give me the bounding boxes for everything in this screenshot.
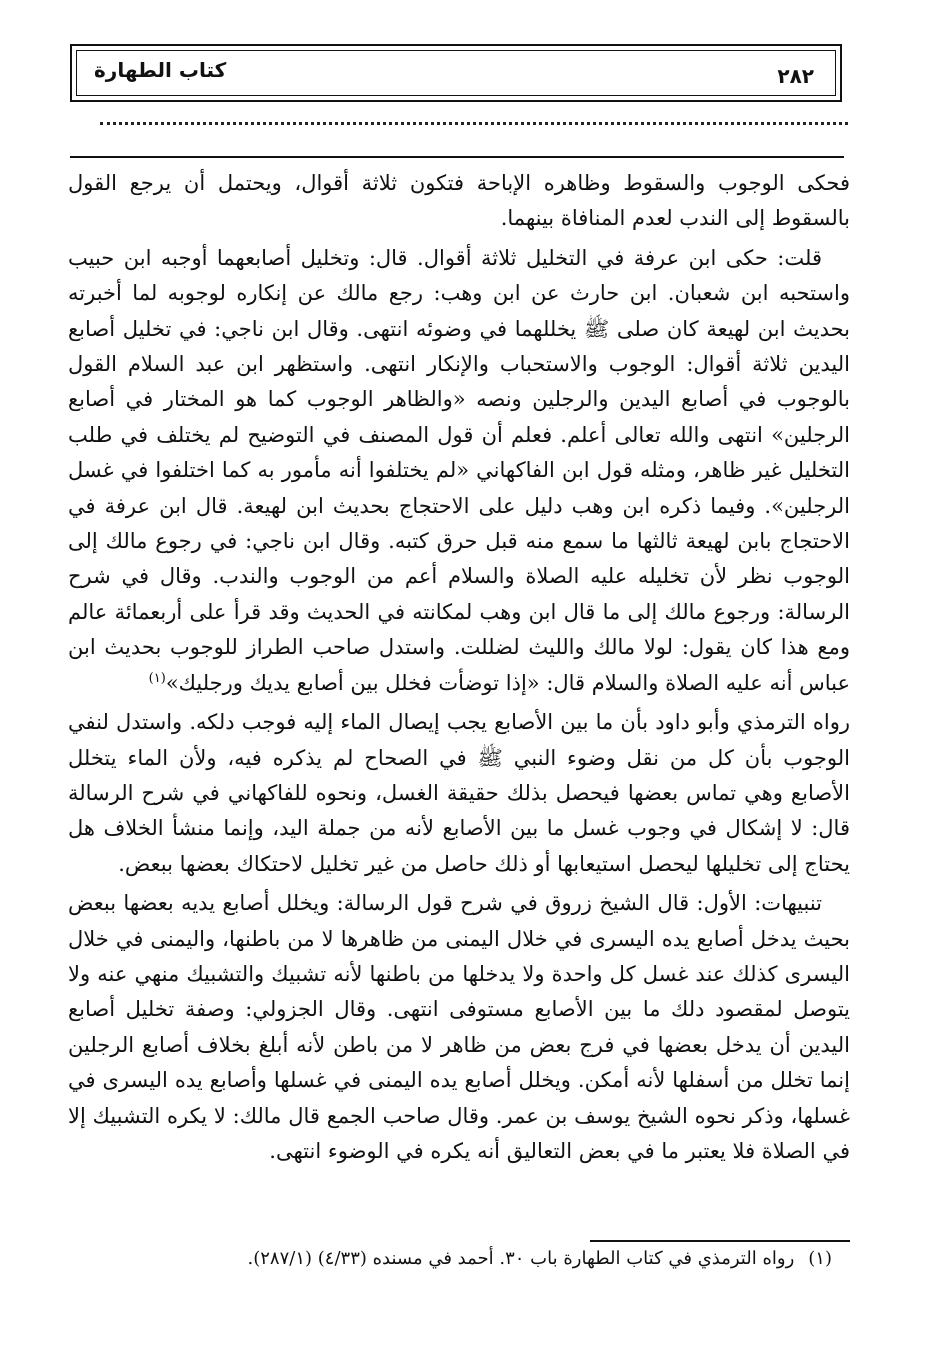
paragraph: تنبيهات: الأول: قال الشيخ زروق في شرح قول الرسالة: ويخلل أصابع يديه بعضها ببعض بحيث يدخل أصابع يده اليسرى في خلال اليمنى من ظاهرها لا من باطنها، واليمنى في خلال اليسرى كذلك عند غسل كل واحدة ولا يدخلها من باطنها لأنه تشبيك والتشبيك منهي عنه ولا يتوصل لمقصود دلك ما بين الأصابع مستوفى انتهى. وقال الجزولي: وصفة تخليل أصابع اليدين أن يدخل بعضها في فرج بعض من ظاهر لا من باطن لأنه أبلغ بخلاف أصابع الرجلين إنما تخلل من أسفلها لأنه أمكن. ويخلل أصابع يده اليمنى في غسلها وأصابع يده اليسرى في غسلها، وذكر نحوه الشيخ يوسف بن عمر. وقال صاحب الجمع قال مالك: لا يكره التشبيك إلا في الصلاة فلا يعتبر ما في بعض التعاليق أنه يكره في الوضوء انتهى.	[68, 891, 850, 1163]
main-text	[68, 166, 850, 1173]
running-header	[70, 44, 842, 102]
paragraph-text: قلت: حكى ابن عرفة في التخليل ثلاثة أقوال. قال: وتخليل أصابعهما أوجبه ابن حبيب واستحبه ابن شعبان. ابن حارث عن ابن وهب: رجع مالك عن إنكاره لوجوبه لما أخبرته بحديث ابن لهيعة كان صلى ﷺ يخللهما في وضوئه انتهى. وقال ابن ناجي: في تخليل أصابع اليدين ثلاثة أقوال: الوجوب والاستحباب والإنكار انتهى. واستظهر ابن عبد السلام القول بالوجوب في أصابع اليدين والرجلين ونصه «والظاهر الوجوب كما هو المختار في أصابع الرجلين» انتهى والله تعالى أعلم. فعلم أن قول المصنف في التوضيح لم يختلف في طلب التخليل غير ظاهر، ومثله قول ابن الفاكهاني «لم يختلفوا أنه مأمور به كما اختلفوا في غسل الرجلين». وفيما ذكره ابن وهب دليل على الاحتجاج بحديث ابن لهيعة. قال ابن عرفة في الاحتجاج بابن لهيعة ثالثها ما سمع منه قبل حرق كتبه. وقال ابن ناجي: في رجوع مالك إلى الوجوب نظر لأن تخليله عليه الصلاة والسلام أعم من الوجوب والندب. وقال في شرح الرسالة: ورجوع مالك إلى ما قال ابن وهب لمكانته في الحديث وقد قرأ على أربعمائة عالم ومع هذا كان يقول: لولا مالك والليث لضللت. واستدل صاحب الطراز للوجوب بحديث ابن عباس أنه عليه الصلاة والسلام قال: «إذا توضأت فخلل بين أصابع يديك ورجليك»	[68, 245, 850, 695]
page-number: ٢٨٢	[777, 64, 814, 88]
footnote-divider	[590, 1240, 850, 1242]
footnote-reference[interactable]: (١)	[148, 670, 166, 686]
paragraph	[68, 241, 850, 701]
footnote-text: رواه الترمذي في كتاب الطهارة باب ٣٠. أحمد في مسنده (٤/٣٣) (٢٨٧/١).	[247, 1248, 795, 1269]
text-top-rule	[70, 156, 844, 158]
footnote	[90, 1244, 832, 1274]
paragraph: فحكى الوجوب والسقوط وظاهره الإباحة فتكون ثلاثة أقوال، ويحتمل أن يرجع القول بالسقوط إلى الندب لعدم المنافاة بينهما.	[68, 171, 850, 231]
footnote-number: (١)	[808, 1248, 832, 1269]
book-title: كتاب الطهارة	[94, 58, 227, 82]
dotted-divider	[100, 122, 848, 125]
paragraph: رواه الترمذي وأبو داود بأن ما بين الأصابع يجب إيصال الماء إليه فوجب دلكه. واستدل لنفي الوجوب بأن كل من نقل وضوء النبي ﷺ في الصحاح لم يذكره فيه، ولأن الماء يتخلل الأصابع وهي تماس بعضها فيحصل بذلك حقيقة الغسل، ونحوه للفاكهاني في شرح الرسالة قال: لا إشكال في وجوب غسل ما بين الأصابع لأنه من جملة اليد، وإنما منشأ الخلاف هل يحتاج إلى تخليلها ليحصل استيعابها أو ذلك حاصل من غير تخليل لاحتكاك بعضها ببعض.	[68, 710, 850, 876]
